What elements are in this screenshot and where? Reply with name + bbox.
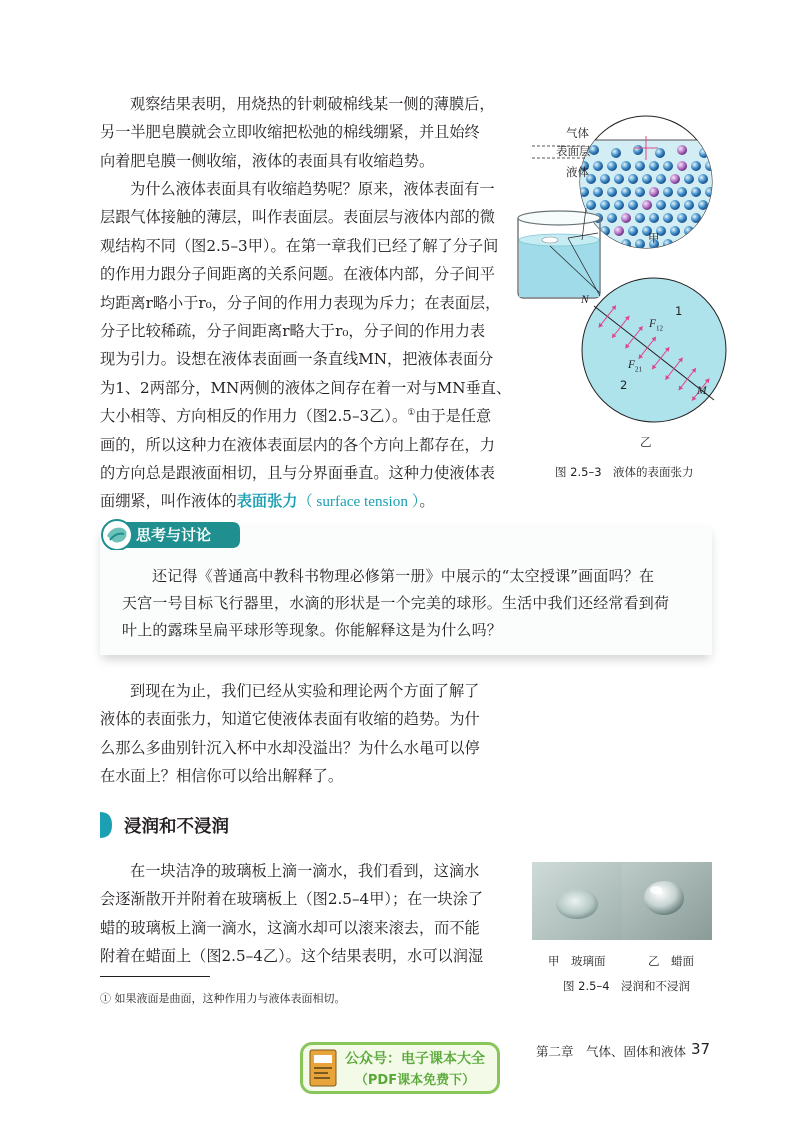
- label-surface-layer: 表面层: [556, 144, 591, 158]
- wetting-paragraph: [100, 857, 515, 971]
- text-segment: 由于是任意: [415, 407, 492, 426]
- text-line: 的方向总是跟液面相切，且与分界面垂直。这种力使液体表: [100, 464, 495, 483]
- think-discuss-body: [122, 563, 702, 644]
- molecule: [677, 187, 687, 197]
- footer-chapter: 第二章 气体、固体和液体: [536, 1044, 687, 1059]
- footnote-rule: [100, 976, 210, 977]
- text-line: 另一半肥皂膜就会立即收缩把松弛的棉线绷紧，并且始终: [100, 123, 480, 142]
- molecule: [712, 174, 722, 184]
- explain-paragraph: [100, 175, 515, 517]
- molecule: [628, 174, 638, 184]
- footnote-mark: ①: [407, 408, 416, 419]
- molecule: [607, 161, 617, 171]
- molecule: [670, 174, 680, 184]
- summary-paragraph: [100, 677, 515, 791]
- text-line: 向着肥皂膜一侧收缩，液体的表面具有收缩趋势。: [100, 151, 435, 170]
- molecule: [670, 226, 680, 236]
- text-line: 么那么多曲别针沉入杯中水却没溢出？为什么水黾可以停: [100, 738, 480, 757]
- text-line: 观结构不同（图2.5–3甲）。在第一章我们已经了解了分子间: [100, 236, 499, 255]
- molecule: [656, 174, 666, 184]
- molecule: [677, 239, 687, 249]
- molecule: [635, 187, 645, 197]
- figure-wetting: [532, 862, 712, 940]
- text-line: 画的，所以这种力在液体表面层内的各个方向上都存在，力: [100, 435, 495, 454]
- label-F21: [628, 359, 642, 373]
- label-F12: [649, 318, 663, 332]
- text-line: 观察结果表明，用烧热的针刺破棉线某一侧的薄膜后，: [130, 95, 495, 113]
- molecule: [677, 161, 687, 171]
- molecule: [614, 200, 624, 210]
- molecule: [691, 213, 701, 223]
- molecule: [684, 200, 694, 210]
- term-surface-tension-en: （ surface tension ）: [297, 493, 420, 511]
- section-marker: [100, 812, 112, 838]
- label-gas: 气体: [566, 126, 589, 140]
- term-surface-tension: 表面张力: [236, 492, 298, 511]
- molecule: [663, 239, 673, 249]
- molecule: [712, 226, 722, 236]
- label-F12-symbol: F: [649, 318, 657, 330]
- label-M: M: [697, 385, 707, 397]
- highlight: [650, 886, 662, 894]
- text-line: 均距离r略小于r₀，分子间的作用力表现为斥力；在表面层，: [100, 293, 501, 312]
- molecule: [600, 174, 610, 184]
- figure-caption-2-5-3: 图 2.5–3 液体的表面张力: [555, 465, 694, 479]
- molecule: [663, 213, 673, 223]
- surface-force-circle: [582, 278, 726, 422]
- text-line: 为1、2两部分，MN两侧的液体之间存在着一对与MN垂直、: [100, 378, 512, 397]
- label-wax: 乙 蜡面: [648, 954, 694, 968]
- molecule: [691, 239, 701, 249]
- molecule: [712, 200, 722, 210]
- molecule: [628, 200, 638, 210]
- molecule: [677, 145, 687, 155]
- text-line: 在水面上？相信你可以给出解释了。: [100, 767, 343, 786]
- watermark-line-1: 公众号：电子课本大全: [345, 1051, 485, 1067]
- molecule: [663, 187, 673, 197]
- molecule: [593, 187, 603, 197]
- molecule: [642, 174, 652, 184]
- molecule: [621, 161, 631, 171]
- text-line: 分子比较稀疏，分子间距离r略大于r₀，分子间的作用力表: [100, 322, 486, 341]
- label-liquid: 液体: [566, 165, 589, 179]
- molecule: [663, 161, 673, 171]
- spread-drop: [556, 889, 598, 919]
- label-F12-sub: 12: [656, 324, 664, 333]
- molecule: [649, 161, 659, 171]
- text-line: 附着在蜡面上（图2.5–4乙）。这个结果表明，水可以润湿: [100, 947, 484, 966]
- text-segment: 大小相等、方向相反的作用力（图2.5–3乙）。: [100, 407, 408, 426]
- text-line: 的作用力跟分子间距离的关系问题。在液体内部，分子间平: [100, 265, 495, 284]
- text-line: 为什么液体表面具有收缩趋势呢？原来，液体表面有一: [130, 180, 495, 198]
- text-segment: 面绷紧，叫作液体的: [100, 492, 237, 511]
- molecule: [677, 213, 687, 223]
- footnote: ① 如果液面是曲面，这种作用力与液体表面相切。: [100, 992, 346, 1005]
- molecule: [698, 174, 708, 184]
- label-jia: 甲: [648, 231, 660, 245]
- figure-surface-tension: [510, 110, 730, 460]
- molecule: [642, 200, 652, 210]
- text-line: 到现在为止，我们已经从实验和理论两个方面了解了: [130, 682, 480, 700]
- molecule: [670, 200, 680, 210]
- molecule: [607, 239, 617, 249]
- watermark-line-2: （PDF课本免费下）: [354, 1073, 476, 1088]
- molecule: [684, 174, 694, 184]
- text-line: 天宫一号目标飞行器里，水滴的形状是一个完美的球形。生活中我们还经常看到荷: [122, 594, 670, 612]
- text-line: 还记得《普通高中教科书物理必修第一册》中展示的“太空授课”画面吗？在: [152, 567, 655, 585]
- text-line: 蜡的玻璃板上滴一滴水，这滴水却可以滚来滚去，而不能: [100, 918, 480, 937]
- molecule: [607, 213, 617, 223]
- molecule: [691, 161, 701, 171]
- molecule: [621, 213, 631, 223]
- intro-paragraph: [100, 90, 515, 175]
- molecule: [698, 226, 708, 236]
- molecule: [593, 161, 603, 171]
- molecule: [705, 213, 715, 223]
- think-discuss-title: 思考与讨论: [136, 526, 212, 544]
- bead-drop: [644, 881, 684, 915]
- section-title: 浸润和不浸润: [124, 817, 229, 837]
- molecule: [614, 226, 624, 236]
- text-line: 液体的表面张力，知道它使液体表面有收缩的趋势。为什: [100, 710, 480, 729]
- molecule: [621, 187, 631, 197]
- label-region-2: 2: [620, 378, 628, 392]
- text-line: [100, 402, 515, 430]
- label-N: N: [581, 294, 589, 306]
- text-line: 叶上的露珠呈扁平球形等现象。你能解释这是为什么吗？: [122, 621, 503, 639]
- molecule: [633, 145, 643, 155]
- text-line: 会逐渐散开并附着在玻璃板上（图2.5–4甲）；在一块涂了: [100, 890, 484, 909]
- figure-caption-2-5-4: 图 2.5–4 浸润和不浸润: [563, 979, 691, 993]
- molecule: [600, 200, 610, 210]
- label-region-1: 1: [675, 304, 683, 318]
- molecule: [607, 187, 617, 197]
- molecule: [691, 187, 701, 197]
- label-glass: 甲 玻璃面: [548, 954, 606, 968]
- molecule: [705, 161, 715, 171]
- label-F21-sub: 21: [635, 365, 643, 374]
- molecule: [614, 174, 624, 184]
- molecule: [586, 200, 596, 210]
- molecule: [635, 213, 645, 223]
- text-line: 在一块洁净的玻璃板上滴一滴水，我们看到，这滴水: [130, 862, 480, 880]
- molecule: [649, 213, 659, 223]
- molecule: [656, 200, 666, 210]
- molecule: [628, 226, 638, 236]
- molecule: [649, 187, 659, 197]
- molecule: [705, 239, 715, 249]
- page-number: 37: [691, 1040, 711, 1058]
- text-line: 层跟气体接触的薄层，叫作表面层。表面层与液体内部的微: [100, 208, 495, 227]
- label-F21-symbol: F: [628, 359, 636, 371]
- molecule: [705, 187, 715, 197]
- molecule: [611, 148, 621, 158]
- text-line: [100, 487, 515, 516]
- molecule: [655, 148, 665, 158]
- text-segment: 。: [419, 492, 435, 511]
- molecule: [635, 161, 645, 171]
- book-icon: [309, 1049, 337, 1087]
- label-yi: 乙: [640, 435, 652, 449]
- text-line: 现为引力。设想在液体表面画一条直线MN，把液体表面分: [100, 350, 494, 369]
- molecule: [684, 226, 694, 236]
